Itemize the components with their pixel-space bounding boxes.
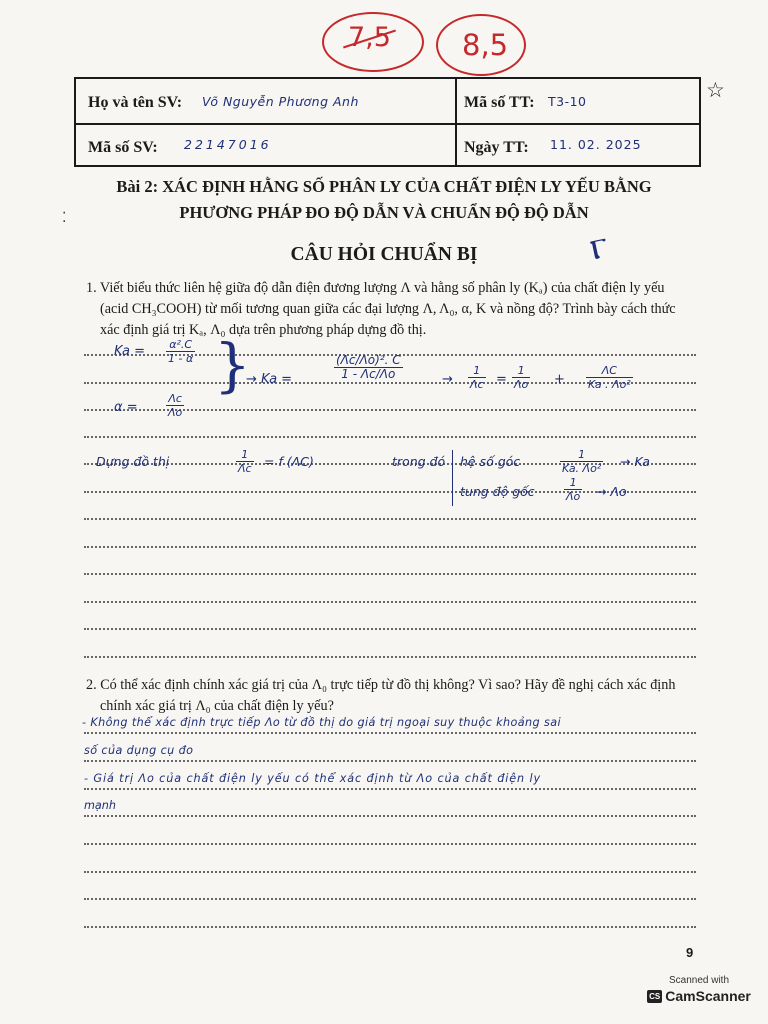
- date-value: 11. 02. 2025: [550, 137, 642, 152]
- struck-score: 7,5: [348, 22, 391, 53]
- inverse-lambda-o: 1 Λo: [514, 364, 529, 391]
- slope-term-fraction: ΛC Ka . Λo²: [588, 364, 631, 391]
- graph-in-label: trong đó: [392, 454, 446, 469]
- question-2-line1: 2. Có thể xác định chính xác giá trị của Λ₀ trực tiếp từ đồ thị không? Vì sao? Hãy đề nghị cách xác định: [86, 677, 676, 693]
- student-id-value: 22147016: [184, 137, 272, 152]
- question-2-line2: chính xác giá trị Λ₀ của chất điện ly yếu?: [100, 698, 334, 714]
- group-value: T3-10: [548, 94, 587, 109]
- question-1-line3: xác định giá trị Kₐ, Λ₀ dựa trên phương pháp dựng đồ thị.: [100, 322, 427, 338]
- date-label: Ngày TT:: [464, 139, 529, 156]
- derive-arrow: →: [442, 372, 453, 387]
- slope-label: hệ số góc: [460, 454, 521, 469]
- lab-title-line1: Bài 2: XÁC ĐỊNH HẰNG SỐ PHÂN LY CỦA CHẤT ĐIỆN LY YẾU BẰNG: [116, 177, 652, 196]
- alpha-fraction: Λc Λo: [168, 392, 183, 419]
- inverse-lambda-c: 1 Λc: [470, 364, 484, 391]
- answer-2-line4: mạnh: [84, 799, 116, 812]
- page-number: 9: [686, 945, 694, 960]
- checkmark-icon: ⲅ: [585, 220, 612, 270]
- group-label: Mã số TT:: [464, 94, 535, 111]
- section-title: CÂU HỎI CHUẨN BỊ: [290, 244, 478, 265]
- intercept-result: → Λo: [596, 484, 627, 499]
- alpha-label: α =: [114, 400, 138, 415]
- graph-function: = f (ΛC): [264, 454, 314, 469]
- slope-result: → Ka: [620, 454, 650, 469]
- margin-mark-icon: ⁚: [62, 211, 67, 226]
- question-1-line1: 1. Viết biểu thức liên hệ giữa độ dẫn điện đương lượng Λ và hằng số phân ly (Kₐ) của chất điện ly yếu: [86, 280, 665, 296]
- name-label: Họ và tên SV:: [88, 94, 183, 111]
- student-info-table: [74, 77, 701, 167]
- slope-fraction: 1 Ka. Λo²: [562, 448, 602, 475]
- ka-substituted-fraction: (Λc/Λo)². C 1 - Λc/Λo: [336, 353, 401, 381]
- graph-bracket: [452, 450, 453, 506]
- answer-2-line1: - Không thể xác định trực tiếp Λo từ đồ thị do giá trị ngoại suy thuộc khoảng sai: [82, 716, 561, 729]
- intercept-label: tung độ gốc: [460, 484, 535, 499]
- camscanner-logo: CS: [649, 991, 661, 1001]
- answer-2-line3: - Giá trị Λo của chất điện ly yếu có thể xác định từ Λo của chất điện ly: [84, 772, 542, 785]
- ka-fraction: α².C 1 - α: [168, 338, 194, 365]
- student-id-label: Mã số SV:: [88, 139, 158, 156]
- camscanner-watermark: Scanned with CS CamScanner: [649, 975, 751, 1004]
- answer-2-line2: số của dụng cụ đo: [84, 744, 194, 757]
- graph-inverse-lambda-c: 1 Λc: [238, 448, 252, 475]
- arrow-ka-label: → Ka =: [246, 372, 293, 387]
- plus-sign: +: [554, 372, 565, 387]
- lab-title-line2: PHƯƠNG PHÁP ĐO ĐỘ DẪN VÀ CHUẨN ĐỘ ĐỘ DẪN: [179, 203, 589, 222]
- intercept-fraction: 1 Λo: [566, 476, 581, 503]
- equals-sign: =: [496, 372, 507, 387]
- name-value: Võ Nguyễn Phương Anh: [202, 94, 359, 109]
- question-1-line2: (acid CH₃COOH) từ mối tương quan giữa các đại lượng Λ, Λ₀, α, K và nồng độ? Trình bày cách thức: [100, 301, 676, 317]
- final-score: 8,5: [462, 28, 509, 62]
- ka-label: Ka =: [114, 344, 146, 359]
- right-brace-icon: }: [214, 331, 251, 399]
- star-icon: ☆: [706, 78, 725, 102]
- graph-label: Dựng đồ thị: [96, 454, 170, 469]
